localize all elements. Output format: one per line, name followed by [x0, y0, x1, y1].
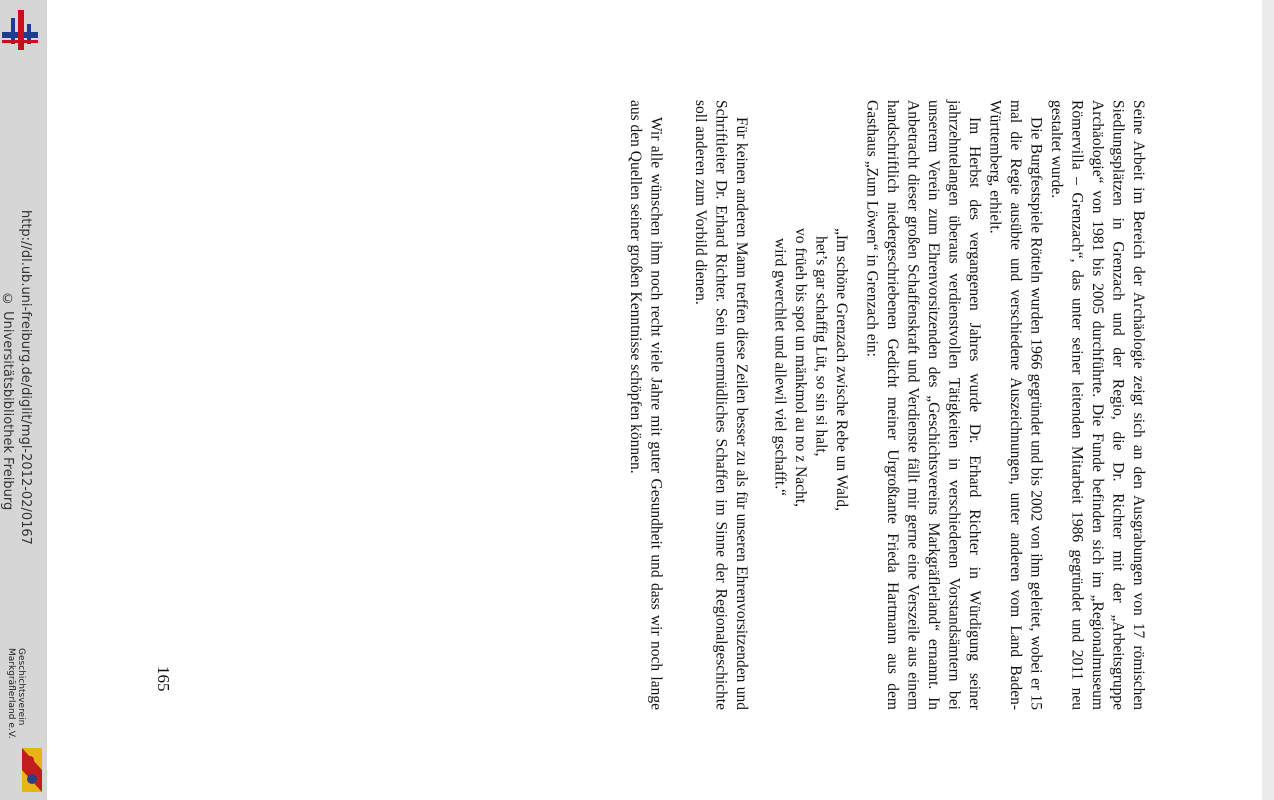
society-name-line1: Geschichtsverein: [16, 648, 26, 726]
poem-line: wird gwerchlet und allewil viel gschafft.“: [771, 238, 789, 496]
permalink-url[interactable]: http://dl.ub.uni-freiburg.de/diglit/mgl-2012-02/0167: [18, 210, 33, 545]
copyright-notice: © Universitätsbibliothek Freiburg: [0, 292, 15, 511]
paragraph-honorary-chair: Im Herbst des vergangenen Jahres wurde Dr. Erhard Richter in Würdigung seiner jahrzehntelangen überaus verdienstvollen Tätigkeiten in verschiedenen Vorstandsämtern bei unserem Verein zum Ehrenvorsitzenden des „Geschichtsvereins Markgräflerland“ ernannt. In Anbetracht dieser großen Schaffenskraft und Verdienste fällt mir gerne eine Verszeile aus einem handschriftlich niedergeschriebenen Gedicht meiner Urgroßtante Frieda Hartmann aus dem Gasthaus „Zum Löwen“ in Grenzach ein:: [863, 100, 983, 710]
poem-block: [769, 228, 861, 710]
library-logo-icon: [2, 10, 38, 50]
paragraph-wishes: Wir alle wünschen ihm noch recht viele Jahre mit guter Gesundheit und dass wir noch lange aus den Quellen seiner großen Kenntnisse schöpfen können.: [627, 100, 665, 710]
society-crest-icon: [22, 748, 42, 792]
rotated-page-body: [548, 100, 1148, 710]
page-number: 165: [154, 666, 173, 692]
poem-line: „Im schöne Grenzach zwische Rebe un Wald,: [833, 228, 850, 511]
society-name: [6, 648, 26, 739]
paragraph-tribute: Für keinen anderen Mann treffen diese Zeilen besser zu als für unseren Ehrenvorsitzenden und Schriftleiter Dr. Erhard Richter. Sein unermüdliches Schaffen im Sinne der Regionalgeschichte soll anderen zum Vorbild dienen.: [692, 100, 750, 710]
paragraph-burgfestspiele: Die Burgfestspiele Rötteln wurden 1966 gegründet und bis 2002 von ihm geleitet, wobei er 15 mal die Regie ausübte und verschiedene Auszeichnungen, unter anderen vom Land Baden-Württemberg, erhielt.: [986, 100, 1045, 710]
society-name-line2: Markgräflerland e.V.: [6, 648, 16, 739]
poem-line: het’s gar schaffig Lüt, so sin si halt,: [812, 236, 830, 457]
poem-line: vo früeh bis spot un mänkmol au no z Nacht,: [792, 228, 809, 507]
viewer-right-strip: [1262, 0, 1274, 800]
viewer-left-strip: [0, 0, 47, 800]
paragraph-archaeology: Seine Arbeit im Bereich der Archäologie zeigt sich an den Ausgrabungen von 17 römischen Siedlungsplätzen in Grenzach und der Regio, die Dr. Richter mit der „Arbeitsgruppe Archäologie“ von 1981 bis 2005 durchführte. Die Funde befinden sich im „Regionalmuseum Römervilla – Grenzach“, das unter seiner leitenden Mitarbeit 1986 gegründet und 2011 neu gestaltet wurde.: [1048, 100, 1147, 710]
